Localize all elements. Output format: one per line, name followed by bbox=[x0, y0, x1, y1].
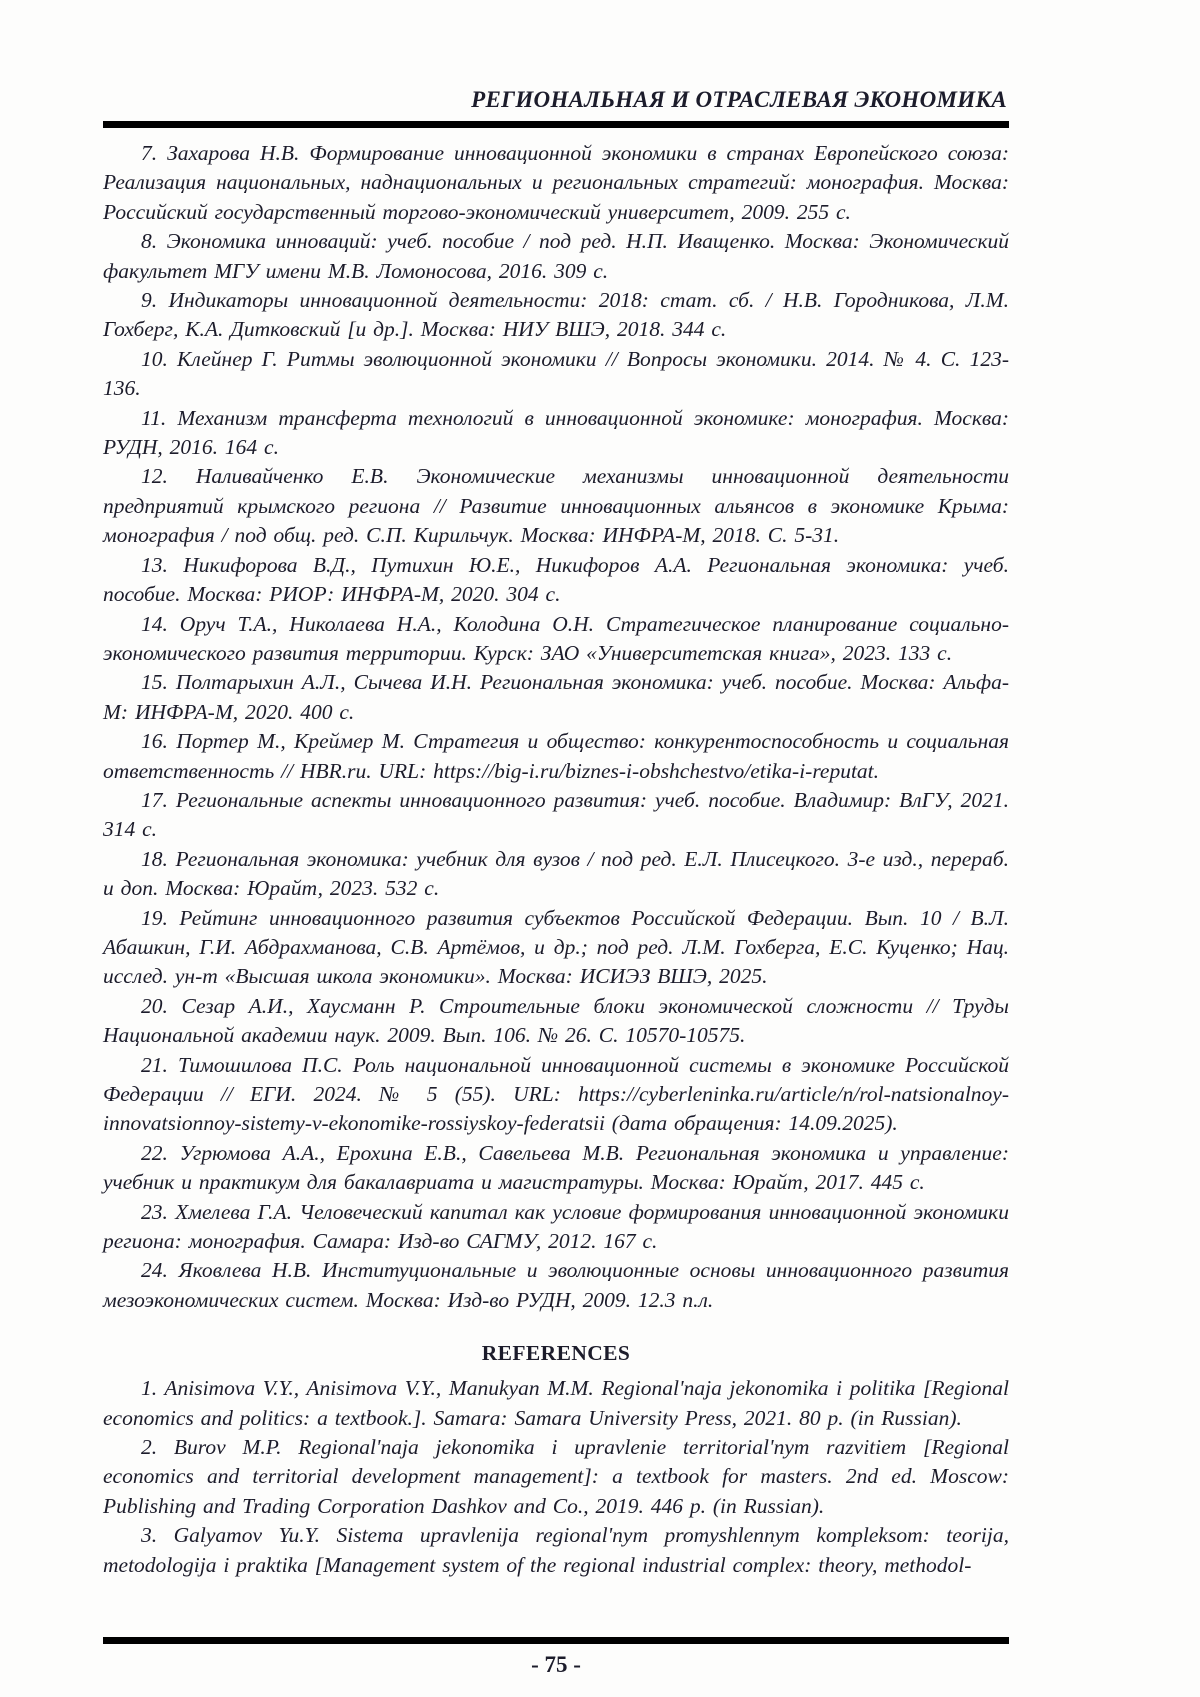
journal-section-title: РЕГИОНАЛЬНАЯ И ОТРАСЛЕВАЯ ЭКОНОМИКА bbox=[471, 87, 1007, 112]
reference-item: 19. Рейтинг инновационного развития субъектов Российской Федерации. Вып. 10 / В.Л. Абашкин, Г.И. Абдрахманова, С.В. Артёмов, и др.; под ред. Л.М. Гохберга, Е.С. Куценко; Нац. исслед. ун-т «Высшая школа экономики». Москва: ИСИЭЗ ВШЭ, 2025. bbox=[103, 905, 1009, 989]
references-heading: REFERENCES bbox=[481, 1341, 631, 1366]
reference-item: 17. Региональные аспекты инновационного развития: учеб. пособие. Владимир: ВлГУ, 2021. 314 с. bbox=[103, 787, 1009, 842]
reference-item: 16. Портер М., Креймер М. Стратегия и общество: конкурентоспособность и социальная ответственность // HBR.ru. URL: https://big-i.ru/biznes-i-obshchestvo/etika-i-reputat. bbox=[103, 729, 1009, 783]
reference-item: 24. Яковлева Н.В. Институциональные и эволюционные основы инновационного развития мезоэкономических систем. Москва: Изд-во РУДН, 2009. 12.3 п.л. bbox=[103, 1258, 1009, 1312]
reference-item: 10. Клейнер Г. Ритмы эволюционной экономики // Вопросы экономики. 2014. № 4. С. 123-136. bbox=[103, 346, 1009, 401]
page-footer bbox=[103, 1637, 1009, 1679]
page-content bbox=[103, 86, 1009, 1580]
header-rule bbox=[103, 121, 1009, 128]
bibliography-english bbox=[103, 1374, 1009, 1580]
reference-item: 3. Galyamov Yu.Y. Sistema upravlenija regional'nym promyshlennym kompleksom: teorija, metodologija i praktika [Management system of the regional industrial complex: theory, methodol- bbox=[103, 1523, 1009, 1577]
bibliography-russian bbox=[103, 139, 1009, 1315]
reference-item: 14. Оруч Т.А., Николаева Н.А., Колодина О.Н. Стратегическое планирование социально-экономического развития территории. Курск: ЗАО «Университетская книга», 2023. 133 с. bbox=[103, 611, 1009, 665]
footer-rule bbox=[103, 1637, 1009, 1644]
reference-item: 18. Региональная экономика: учебник для вузов / под ред. Е.Л. Плисецкого. 3-е изд., перераб. и доп. Москва: Юрайт, 2023. 532 с. bbox=[103, 846, 1009, 901]
reference-item: 13. Никифорова В.Д., Путихин Ю.Е., Никифоров А.А. Региональная экономика: учеб. пособие. Москва: РИОР: ИНФРА-М, 2020. 304 с. bbox=[103, 552, 1009, 607]
reference-item: 2. Burov M.P. Regional'naja jekonomika i upravlenie territorial'nym razvitiem [Regional economics and territorial development management]: a textbook for masters. 2nd ed. Moscow: Publishing and Trading Corporation Dashkov and Co., 2019. 446 p. (in Russian). bbox=[103, 1435, 1009, 1518]
reference-item: 11. Механизм трансферта технологий в инновационной экономике: монография. Москва: РУДН, 2016. 164 с. bbox=[103, 405, 1009, 460]
reference-item: 1. Anisimova V.Y., Anisimova V.Y., Manukyan M.M. Regional'naja jekonomika i politika [Regional economics and politics: a textbook.]. Samara: Samara University Press, 2021. 80 p. (in Russian). bbox=[103, 1376, 1009, 1430]
reference-item: 9. Индикаторы инновационной деятельности: 2018: стат. сб. / Н.В. Городникова, Л.М. Гохберг, К.А. Дитковский [и др.]. Москва: НИУ ВШЭ, 2018. 344 с. bbox=[103, 288, 1009, 342]
reference-item: 23. Хмелева Г.А. Человеческий капитал как условие формирования инновационной экономики региона: монография. Самара: Изд-во САГМУ, 2012. 167 с. bbox=[103, 1199, 1009, 1254]
reference-item: 8. Экономика инноваций: учеб. пособие / под ред. Н.П. Иващенко. Москва: Экономический факультет МГУ имени М.В. Ломоносова, 2016. 309 с. bbox=[103, 229, 1009, 283]
reference-item: 7. Захарова Н.В. Формирование инновационной экономики в странах Европейского союза: Реализация национальных, наднациональных и региональных стратегий: монография. Москва: Российский государственный торгово-экономический университет, 2009. 255 с. bbox=[103, 141, 1009, 224]
reference-item: 22. Угрюмова А.А., Ерохина Е.В., Савельева М.В. Региональная экономика и управление: учебник и практикум для бакалавриата и магистратуры. Москва: Юрайт, 2017. 445 с. bbox=[103, 1140, 1009, 1195]
page-number: - 75 - bbox=[531, 1652, 581, 1677]
reference-item: 12. Наливайченко Е.В. Экономические механизмы инновационной деятельности предприятий крымского региона // Развитие инновационных альянсов в экономике Крыма: монография / под общ. ред. С.П. Кирильчук. Москва: ИНФРА-М, 2018. С. 5-31. bbox=[103, 464, 1009, 548]
reference-item: 21. Тимошилова П.С. Роль национальной инновационной системы в экономике Российской Федерации // ЕГИ. 2024. № 5 (55). URL: https://cyberleninka.ru/article/n/rol-natsionalnoy-innovatsionnoy-sistemy-v-ekonomike-rossiyskoy-federatsii (дата обращения: 14.09.2025). bbox=[103, 1052, 1009, 1136]
reference-item: 20. Сезар А.И., Хаусманн Р. Строительные блоки экономической сложности // Труды Национальной академии наук. 2009. Вып. 106. № 26. С. 10570-10575. bbox=[103, 993, 1009, 1048]
reference-item: 15. Полтарыхин А.Л., Сычева И.Н. Региональная экономика: учеб. пособие. Москва: Альфа-М: ИНФРА-М, 2020. 400 с. bbox=[103, 670, 1009, 724]
